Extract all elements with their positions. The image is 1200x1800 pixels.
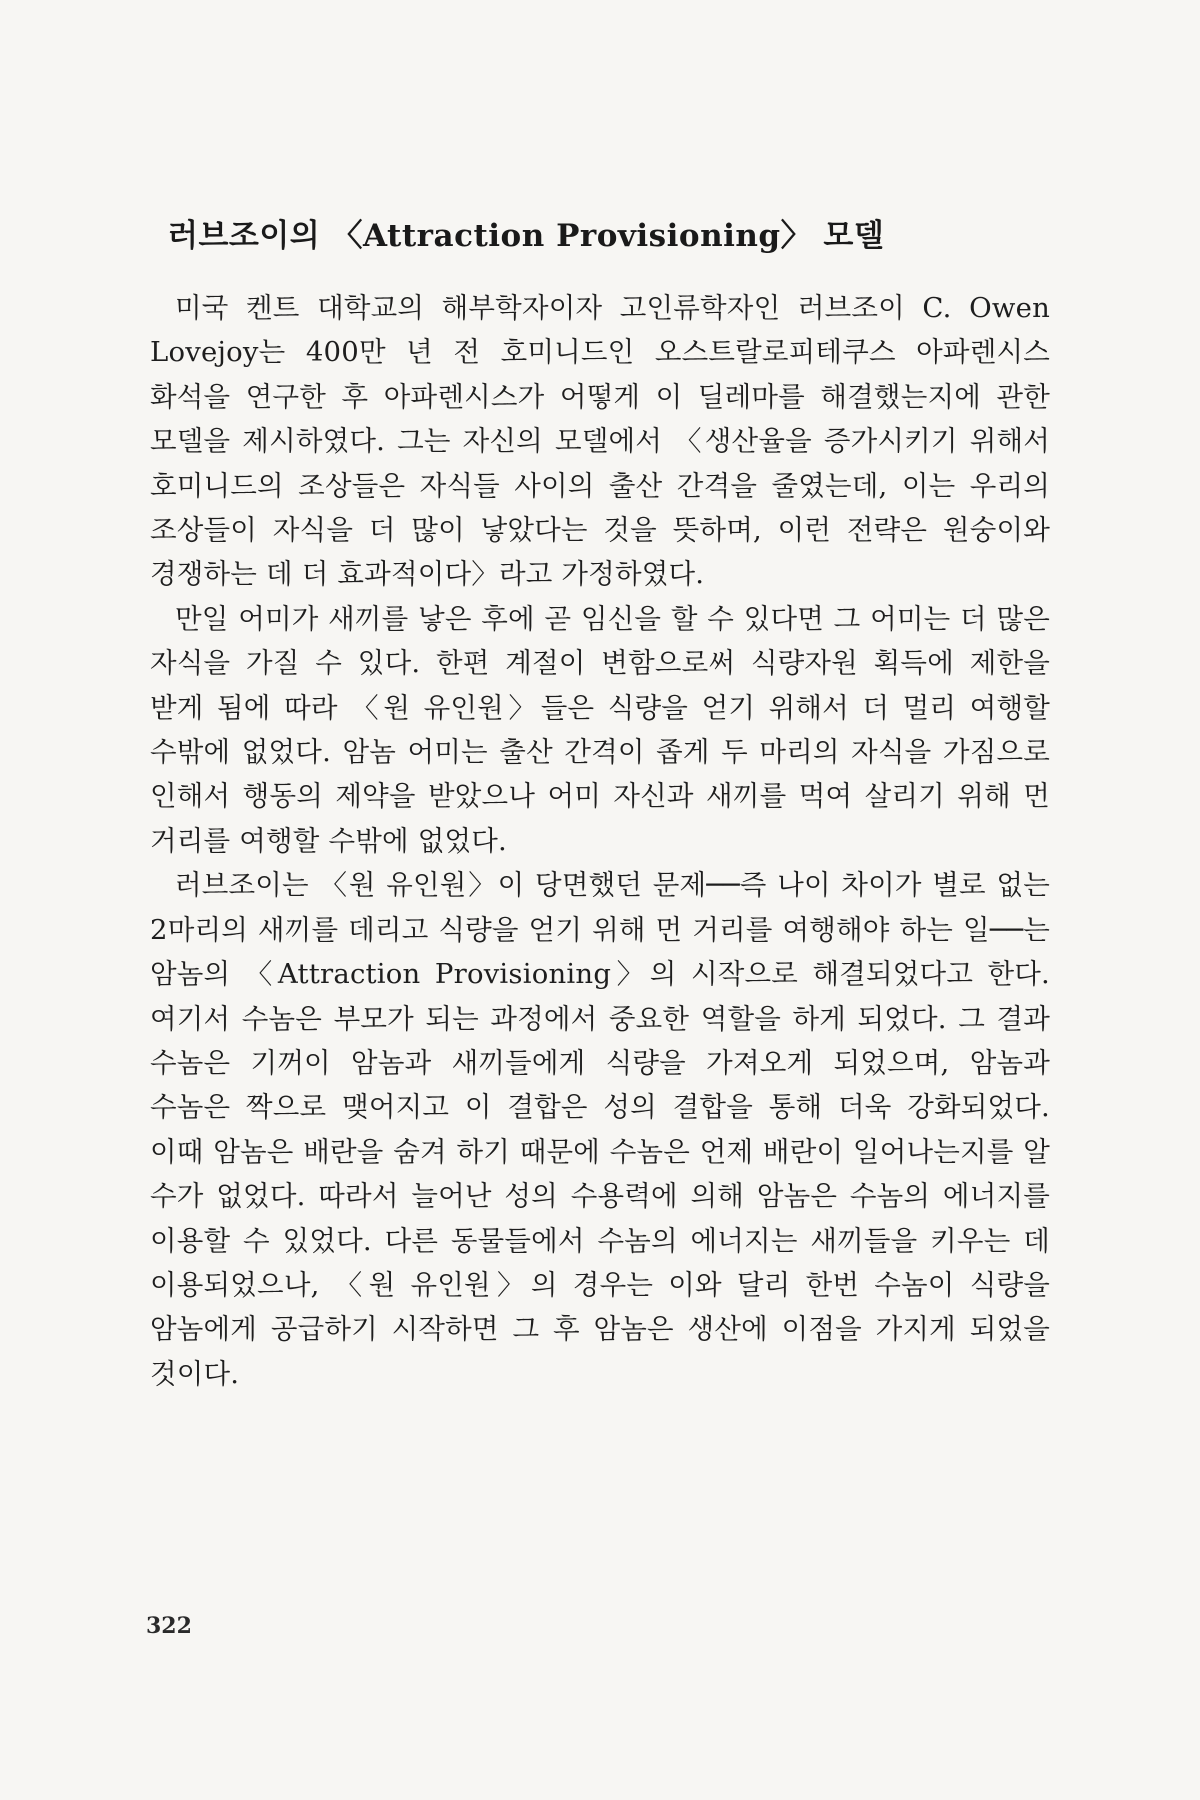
paragraph-2: 만일 어미가 새끼를 낳은 후에 곧 임신을 할 수 있다면 그 어미는 더 많은 자식을 가질 수 있다. 한편 계절이 변함으로써 식량자원 획득에 제한을 받게 됨에 따라 〈원 유인원〉들은 식량을 얻기 위해서 더 멀리 여행할 수밖에 없었다. 암놈 어미는 출산 간격이 좁게 두 마리의 자식을 가짐으로 인해서 행동의 제약을 받았으나 어미 자신과 새끼를 먹여 살리기 위해 먼 거리를 여행할 수밖에 없었다.	[150, 602, 1050, 857]
section-heading: 러브조이의 〈Attraction Provisioning〉 모델	[168, 217, 885, 254]
paragraph-1: 미국 켄트 대학교의 해부학자이자 고인류학자인 러브조이 C. Owen Lovejoy는 400만 년 전 호미니드인 오스트랄로피테쿠스 아파렌시스 화석을 연구한 후 아파렌시스가 어떻게 이 딜레마를 해결했는지에 관한 모델을 제시하였다. 그는 자신의 모델에서 〈생산율을 증가시키기 위해서 호미니드의 조상들은 자식들 사이의 출산 간격을 줄였는데, 이는 우리의 조상들이 자식을 더 많이 낳았다는 것을 뜻하며, 이런 전략은 원숭이와 경쟁하는 데 더 효과적이다〉라고 가정하였다.	[150, 292, 1050, 591]
page-number: 322	[146, 1613, 192, 1639]
paragraph-3: 러브조이는 〈원 유인원〉이 당면했던 문제──즉 나이 차이가 별로 없는 2마리의 새끼를 데리고 식량을 얻기 위해 먼 거리를 여행해야 하는 일──는 암놈의 〈Attraction Provisioning〉의 시작으로 해결되었다고 한다. 여기서 수놈은 부모가 되는 과정에서 중요한 역할을 하게 되었다. 그 결과 수놈은 기꺼이 암놈과 새끼들에게 식량을 가져오게 되었으며, 암놈과 수놈은 짝으로 맺어지고 이 결합은 성의 결합을 통해 더욱 강화되었다. 이때 암놈은 배란을 숨겨 하기 때문에 수놈은 언제 배란이 일어나는지를 알 수가 없었다. 따라서 늘어난 성의 수용력에 의해 암놈은 수놈의 에너지를 이용할 수 있었다. 다른 동물들에서 수놈의 에너지는 새끼들을 키우는 데 이용되었으나, 〈원 유인원〉의 경우는 이와 달리 한번 수놈이 식량을 암놈에게 공급하기 시작하면 그 후 암놈은 생산에 이점을 가지게 되었을 것이다.	[150, 869, 1050, 1390]
body-text	[150, 286, 1050, 1396]
